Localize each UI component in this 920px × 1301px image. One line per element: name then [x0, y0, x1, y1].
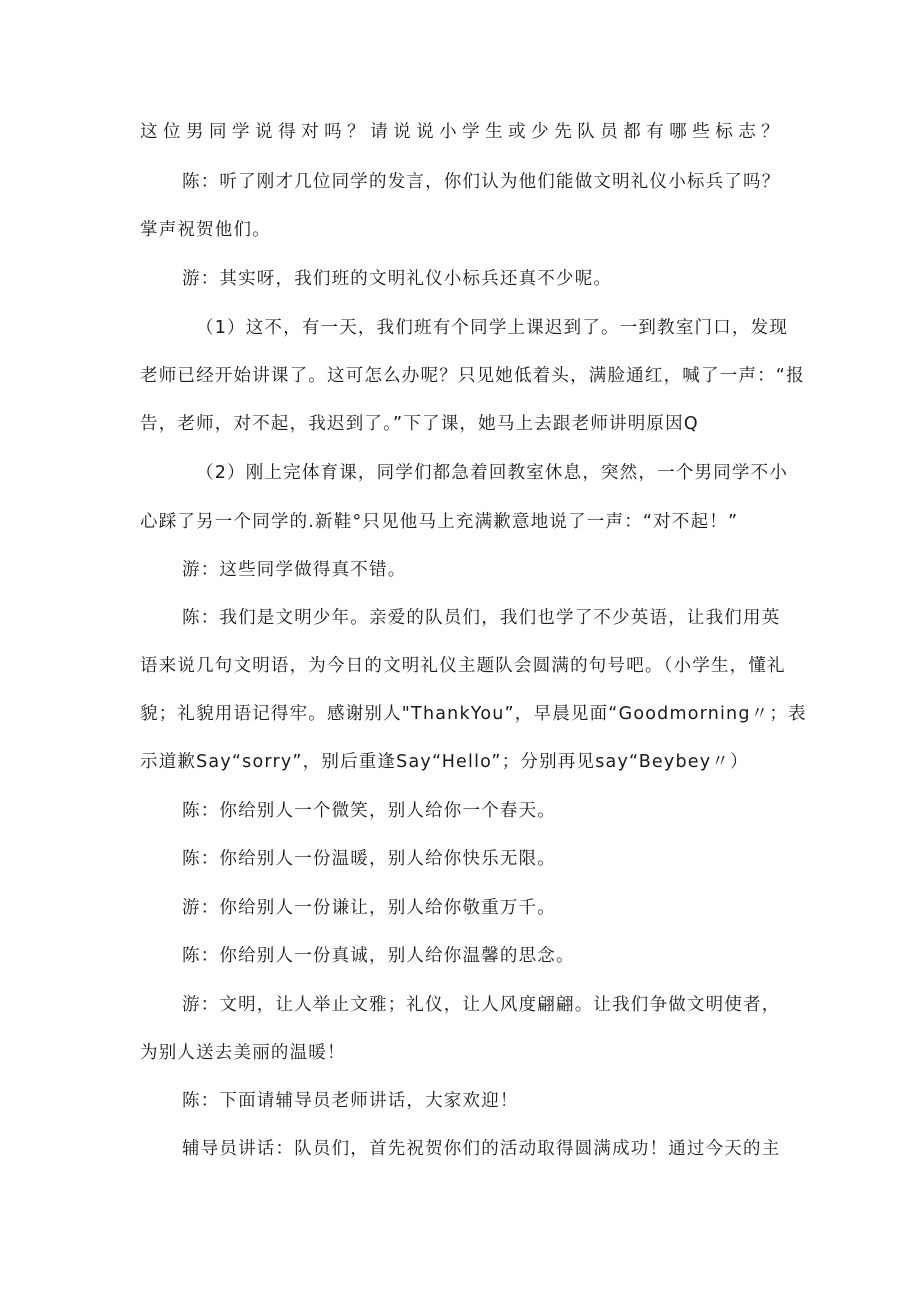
text-line: 陈：听了刚才几位同学的发言，你们认为他们能做文明礼仪小标兵了吗？ [182, 172, 781, 192]
text-line: 游：其实呀，我们班的文明礼仪小标兵还真不少呢。 [182, 269, 613, 289]
text-line: 这位男同学说得对吗？请说说小学生或少先队员都有哪些标志？ [140, 122, 780, 142]
text-line: 陈：下面请辅导员老师讲话，大家欢迎！ [182, 1091, 519, 1111]
text-line: 陈：你给别人一份温暖，别人给你快乐无限。 [182, 849, 556, 869]
text-line: （2）刚上完体育课，同学们都急着回教室休息，突然，一个男同学不小 [196, 463, 789, 483]
text-line: 陈：你给别人一个微笑，别人给你一个春天。 [182, 801, 556, 821]
text-line: 陈：我们是文明少年。亲爱的队员们，我们也学了不少英语，让我们用英 [182, 608, 781, 628]
text-line: 游：文明，让人举止文雅；礼仪，让人风度翩翩。让我们争做文明使者， [182, 995, 781, 1015]
text-line: 为别人送去美丽的温暖！ [140, 1043, 346, 1063]
text-line: 游：你给别人一份谦让，别人给你敬重万千。 [182, 898, 556, 918]
text-line: 示道歉Say“sorry”，别后重逢Say“Hello”；分别再见say“Beybey〃） [140, 752, 749, 772]
text-line: （1）这不，有一天，我们班有个同学上课迟到了。一到教室门口，发现 [196, 318, 789, 338]
text-line: 掌声祝贺他们。 [140, 220, 271, 240]
text-line: 陈：你给别人一份真诚，别人给你温馨的思念。 [182, 946, 575, 966]
text-line: 貌；礼貌用语记得牢。感谢别人"ThankYou”，早晨见面“Goodmorning〃；表 [140, 704, 807, 724]
text-line: 游：这些同学做得真不错。 [182, 560, 407, 580]
text-line: 心踩了另一个同学的.新鞋°只见他马上充满歉意地说了一声：“对不起！” [140, 512, 739, 532]
text-line: 老师已经开始讲课了。这可怎么办呢？只见她低着头，满脸通红，喊了一声：“报 [140, 366, 805, 386]
text-line: 告，老师，对不起，我迟到了。”下了课，她马上去跟老师讲明原因Q [140, 414, 699, 434]
text-line: 语来说几句文明语，为今日的文明礼仪主题队会圆满的句号吧。（小学生，懂礼 [140, 656, 786, 676]
text-line: 辅导员讲话：队员们，首先祝贺你们的活动取得圆满成功！通过今天的主 [182, 1139, 781, 1159]
